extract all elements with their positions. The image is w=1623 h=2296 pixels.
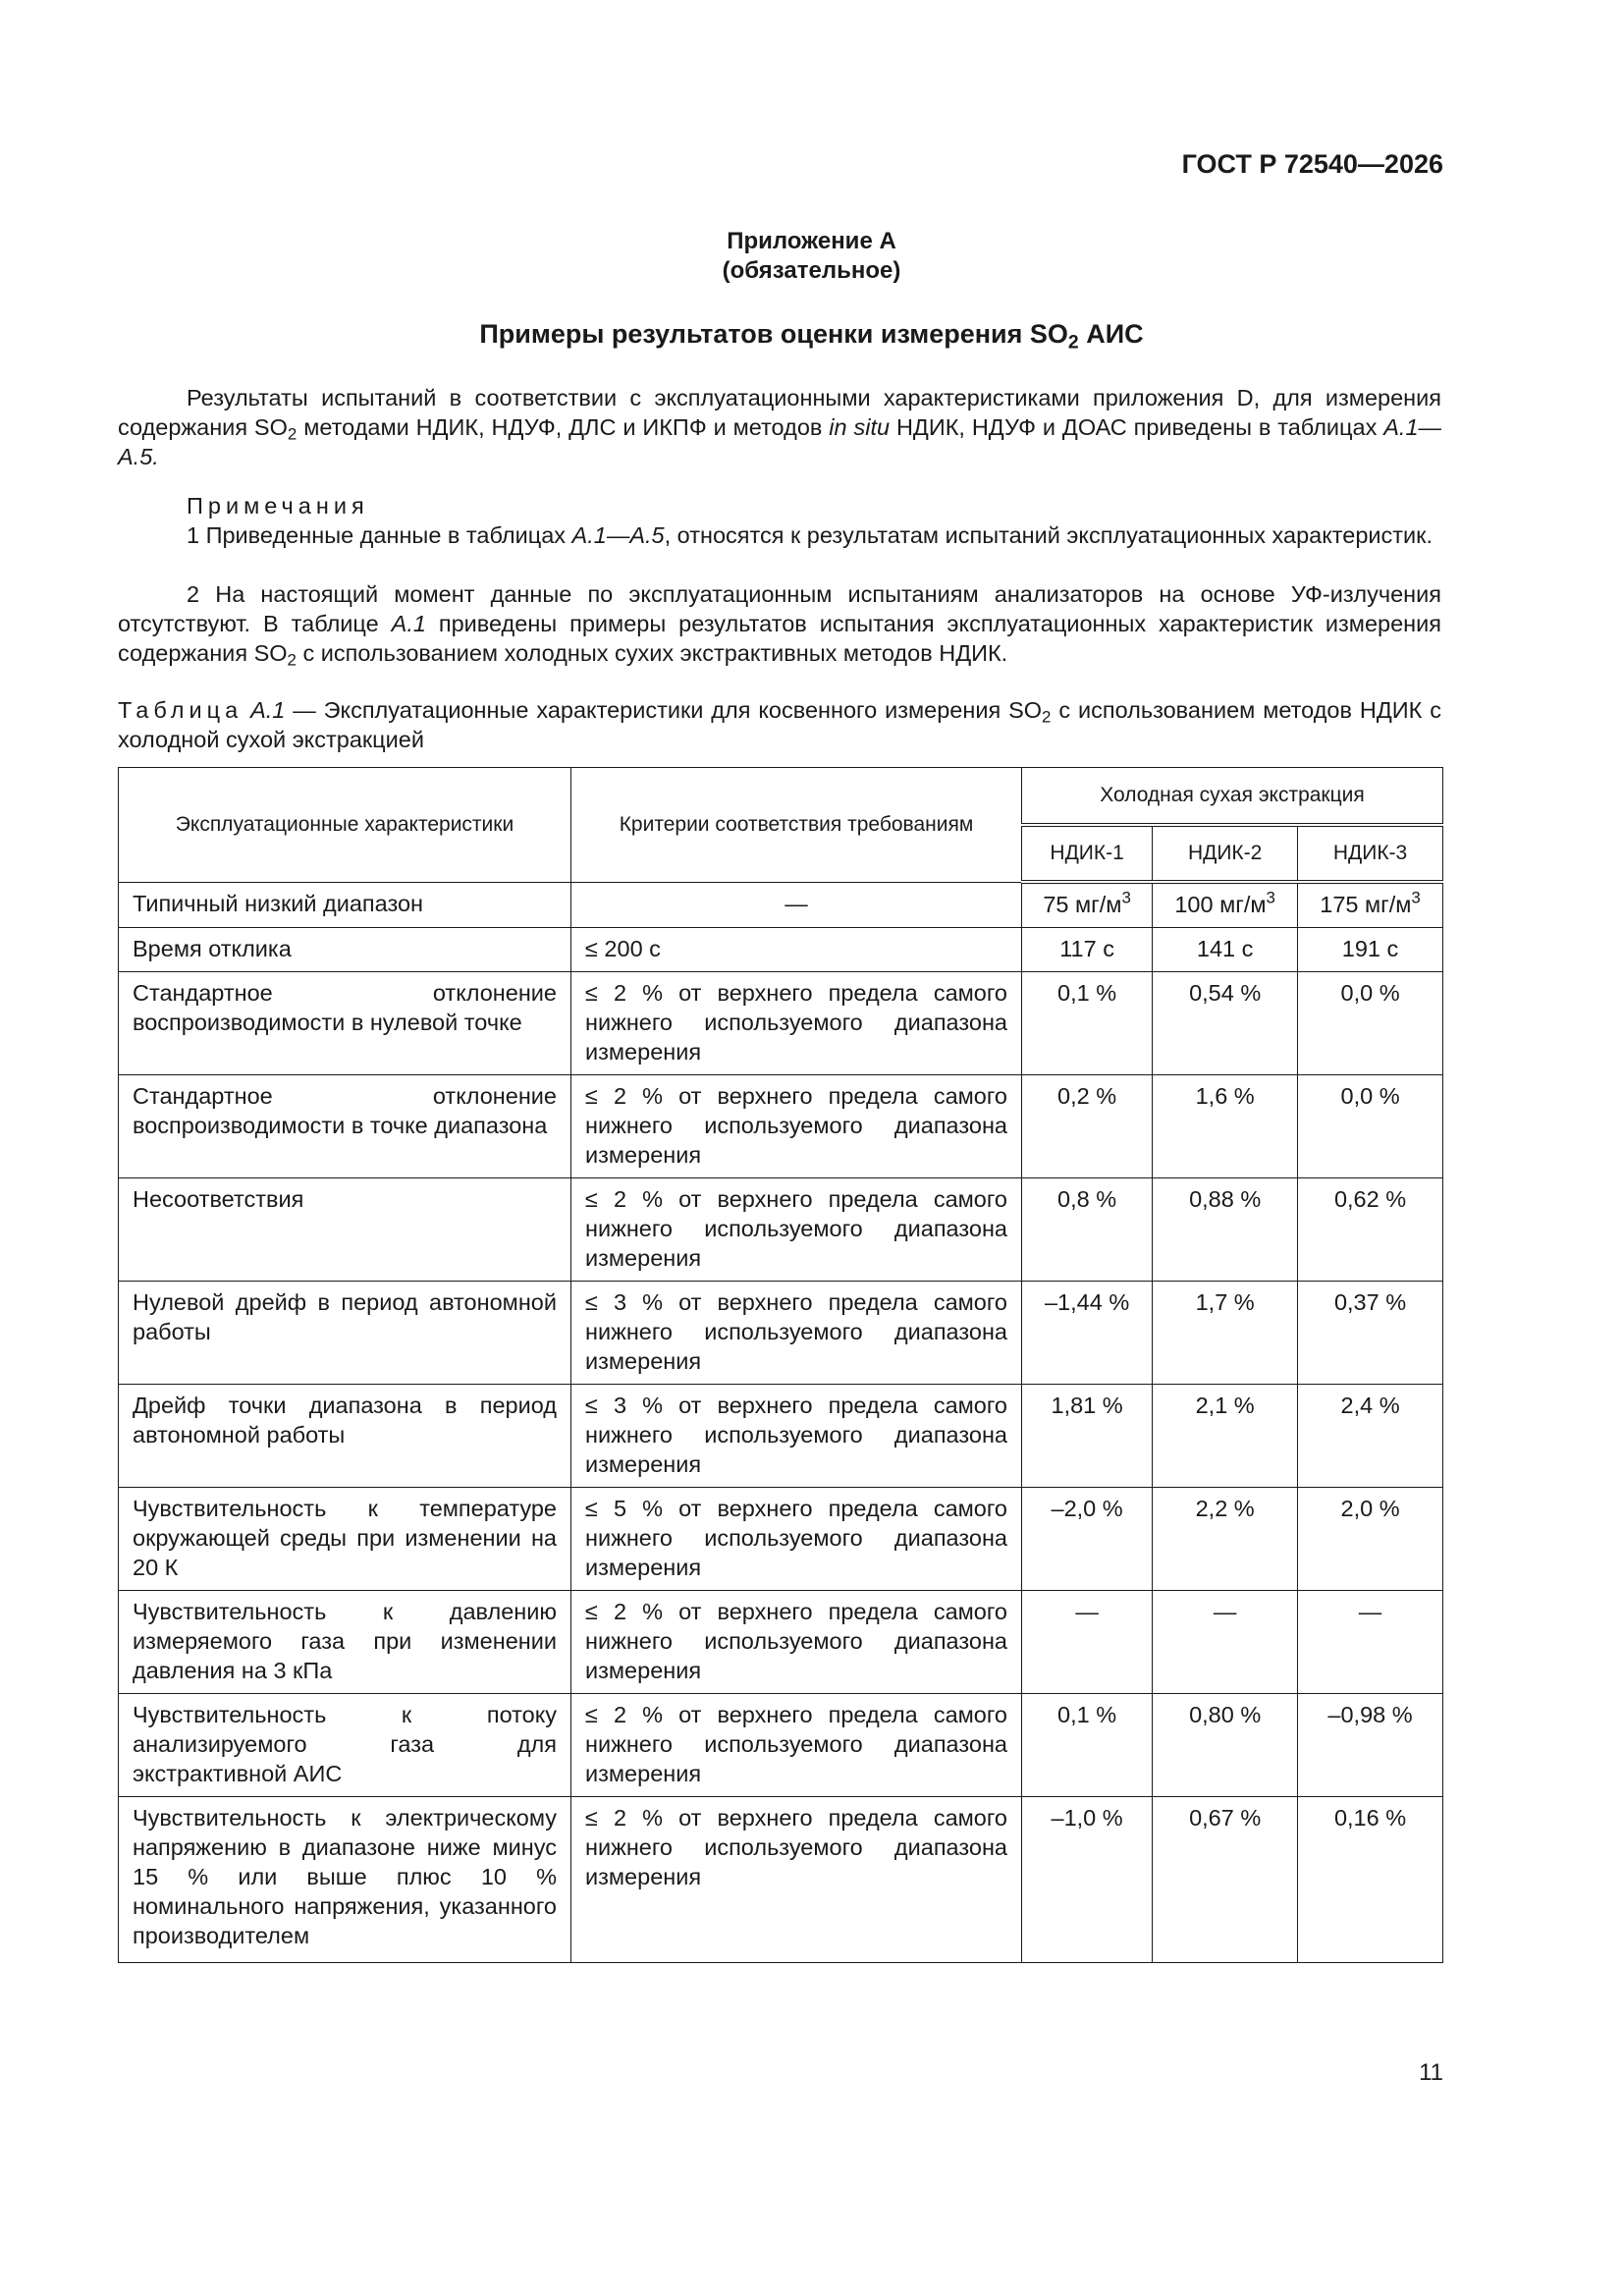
table-caption <box>118 695 1441 754</box>
row-value-ndik-1: –1,0 % <box>1022 1797 1153 1963</box>
row-characteristic: Чувствительность к электрическому напряжению в диапазоне ниже минус 15 % или выше плюс 10 % номинального напряжения, указанного производителем <box>119 1797 571 1963</box>
annex-title-subscript: 2 <box>1067 331 1079 354</box>
row-characteristic: Дрейф точки диапазона в период автономной работы <box>119 1385 571 1488</box>
table-row <box>119 972 1443 1075</box>
row-value-ndik-3: 2,4 % <box>1298 1385 1443 1488</box>
row-characteristic: Чувствительность к давлению измеряемого газа при изменении давления на 3 кПа <box>119 1591 571 1694</box>
table-row <box>119 1488 1443 1591</box>
caption-text-b: с использованием методов НДИК с холодной сухой экстракцией <box>118 697 1441 752</box>
row-criterion: ≤ 2 % от верхнего предела самого нижнего используемого диапазона измерения <box>571 972 1022 1075</box>
header-ndik-2: НДИК-2 <box>1153 825 1298 882</box>
row-value-ndik-3: 0,16 % <box>1298 1797 1443 1963</box>
intro-paragraph <box>118 383 1441 471</box>
row-criterion: — <box>571 882 1022 928</box>
row-value-ndik-1: –1,44 % <box>1022 1282 1153 1385</box>
row-criterion: ≤ 2 % от верхнего предела самого нижнего используемого диапазона измерения <box>571 1694 1022 1797</box>
intro-text-b: методами НДИК, НДУФ, ДЛС и ИКПФ и методов <box>297 414 830 440</box>
row-criterion: ≤ 200 с <box>571 928 1022 972</box>
table-row <box>119 1694 1443 1797</box>
note-1-text-b: , относятся к результатам испытаний эксплуатационных характеристик. <box>664 522 1433 548</box>
row-criterion: ≤ 3 % от верхнего предела самого нижнего используемого диапазона измерения <box>571 1385 1022 1488</box>
caption-subscript: 2 <box>1042 707 1052 727</box>
row-value-ndik-2: 0,80 % <box>1153 1694 1298 1797</box>
unit-superscript: 3 <box>1121 888 1131 907</box>
caption-text-a: — Эксплуатационные характеристики для косвенного измерения SO <box>285 697 1043 723</box>
page-number: 11 <box>1419 2059 1443 2086</box>
row-criterion: ≤ 5 % от верхнего предела самого нижнего используемого диапазона измерения <box>571 1488 1022 1591</box>
intro-subscript: 2 <box>287 424 298 444</box>
table-row <box>119 1178 1443 1282</box>
row-value-ndik-2 <box>1153 882 1298 928</box>
annex-title <box>0 319 1623 354</box>
row-criterion: ≤ 2 % от верхнего предела самого нижнего используемого диапазона измерения <box>571 1178 1022 1282</box>
table-row <box>119 1282 1443 1385</box>
table-row <box>119 882 1443 928</box>
row-value-ndik-1 <box>1022 882 1153 928</box>
row-value-ndik-3: 191 с <box>1298 928 1443 972</box>
row-value-ndik-1: — <box>1022 1591 1153 1694</box>
table-row <box>119 1385 1443 1488</box>
note-2-subscript: 2 <box>287 650 297 670</box>
row-value-ndik-2: 1,7 % <box>1153 1282 1298 1385</box>
value-text: 75 мг/м <box>1043 892 1122 917</box>
row-value-ndik-3: –0,98 % <box>1298 1694 1443 1797</box>
note-2 <box>118 579 1441 668</box>
intro-italic: in situ <box>829 414 891 440</box>
note-1 <box>118 520 1441 550</box>
note-2-text-b: приведены примеры результатов испытания эксплуатационных характеристик измерения содержания SO <box>118 611 1442 666</box>
document-code: ГОСТ Р 72540—2026 <box>1181 149 1443 179</box>
annex-title-tail: АИС <box>1078 319 1144 349</box>
intro-text-a: Результаты испытаний в соответствии с эксплуатационными характеристиками приложения D, для измерения содержания SO <box>118 385 1441 440</box>
row-characteristic: Чувствительность к температуре окружающей среды при изменении на 20 К <box>119 1488 571 1591</box>
row-value-ndik-2: 0,67 % <box>1153 1797 1298 1963</box>
row-criterion: ≤ 2 % от верхнего предела самого нижнего используемого диапазона измерения <box>571 1797 1022 1963</box>
performance-table <box>118 767 1443 1963</box>
value-text: 100 мг/м <box>1174 892 1267 917</box>
intro-text-c: НДИК, НДУФ и ДОАС приведены в таблицах <box>890 414 1384 440</box>
table-row <box>119 1591 1443 1694</box>
row-value-ndik-1: 0,1 % <box>1022 1694 1153 1797</box>
notes-heading: Примечания <box>187 493 369 519</box>
table-row <box>119 1075 1443 1178</box>
row-value-ndik-1: 0,8 % <box>1022 1178 1153 1282</box>
row-characteristic: Время отклика <box>119 928 571 972</box>
row-characteristic: Типичный низкий диапазон <box>119 882 571 928</box>
row-value-ndik-3: 2,0 % <box>1298 1488 1443 1591</box>
row-value-ndik-2: 0,54 % <box>1153 972 1298 1075</box>
table-row <box>119 1797 1443 1963</box>
row-value-ndik-3: 0,0 % <box>1298 972 1443 1075</box>
row-value-ndik-3: 0,62 % <box>1298 1178 1443 1282</box>
row-value-ndik-1: 117 с <box>1022 928 1153 972</box>
unit-superscript: 3 <box>1411 888 1421 907</box>
row-characteristic: Несоответствия <box>119 1178 571 1282</box>
row-value-ndik-3: 0,0 % <box>1298 1075 1443 1178</box>
header-criteria: Критерии соответствия требованиям <box>571 768 1022 883</box>
header-ndik-3: НДИК-3 <box>1298 825 1443 882</box>
value-text: 175 мг/м <box>1320 892 1412 917</box>
row-value-ndik-3: — <box>1298 1591 1443 1694</box>
row-value-ndik-1: 1,81 % <box>1022 1385 1153 1488</box>
row-value-ndik-2: 2,1 % <box>1153 1385 1298 1488</box>
annex-label: Приложение А <box>727 228 896 254</box>
note-1-ref: А.1—А.5 <box>571 522 665 548</box>
note-1-text-a: 1 Приведенные данные в таблицах <box>187 522 572 548</box>
row-characteristic: Стандартное отклонение воспроизводимости в точке диапазона <box>119 1075 571 1178</box>
note-2-text-c: с использованием холодных сухих экстрактивных методов НДИК. <box>296 640 1008 666</box>
annex-title-text: Примеры результатов оценки измерения SO <box>479 319 1068 349</box>
row-value-ndik-1: –2,0 % <box>1022 1488 1153 1591</box>
row-value-ndik-2: — <box>1153 1591 1298 1694</box>
header-characteristics: Эксплуатационные характеристики <box>119 768 571 883</box>
annex-status: (обязательное) <box>722 257 901 284</box>
header-ndik-1: НДИК-1 <box>1022 825 1153 882</box>
row-characteristic: Чувствительность к потоку анализируемого газа для экстрактивной АИС <box>119 1694 571 1797</box>
caption-label: Таблица <box>118 697 243 723</box>
header-cold-dry-extraction: Холодная сухая экстракция <box>1022 768 1443 826</box>
row-value-ndik-2: 0,88 % <box>1153 1178 1298 1282</box>
row-value-ndik-1: 0,1 % <box>1022 972 1153 1075</box>
caption-number: А.1 <box>250 697 286 723</box>
row-value-ndik-2: 141 с <box>1153 928 1298 972</box>
row-value-ndik-3: 0,37 % <box>1298 1282 1443 1385</box>
row-criterion: ≤ 2 % от верхнего предела самого нижнего используемого диапазона измерения <box>571 1591 1022 1694</box>
table-row <box>119 928 1443 972</box>
row-criterion: ≤ 2 % от верхнего предела самого нижнего используемого диапазона измерения <box>571 1075 1022 1178</box>
intro-table-ref: А.1—А.5. <box>118 414 1442 469</box>
row-characteristic: Нулевой дрейф в период автономной работы <box>119 1282 571 1385</box>
row-criterion: ≤ 3 % от верхнего предела самого нижнего используемого диапазона измерения <box>571 1282 1022 1385</box>
row-value-ndik-1: 0,2 % <box>1022 1075 1153 1178</box>
unit-superscript: 3 <box>1266 888 1275 907</box>
row-value-ndik-2: 2,2 % <box>1153 1488 1298 1591</box>
row-value-ndik-3 <box>1298 882 1443 928</box>
row-characteristic: Стандартное отклонение воспроизводимости в нулевой точке <box>119 972 571 1075</box>
row-value-ndik-2: 1,6 % <box>1153 1075 1298 1178</box>
note-2-ref: А.1 <box>391 611 426 636</box>
note-2-text-a: 2 На настоящий момент данные по эксплуатационным испытаниям анализаторов на основе УФ-излучения отсутствуют. В таблице <box>118 581 1441 636</box>
